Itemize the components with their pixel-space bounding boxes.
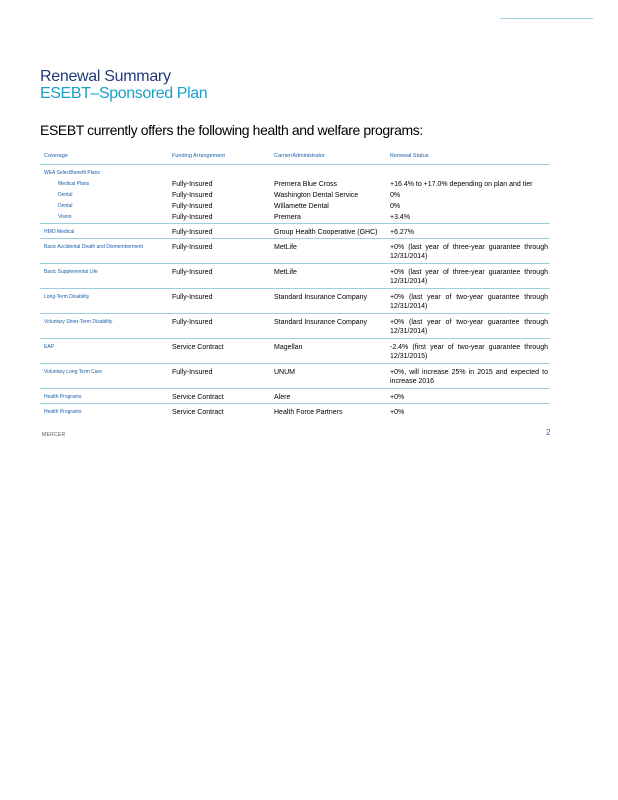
table-row-group: [40, 289, 550, 314]
renewal-cell: +0% (last year of two-year guarantee through 12/31/2014): [390, 319, 548, 335]
renewal-cell: 0%: [390, 192, 401, 199]
carrier-cell: Premera Blue Cross: [274, 181, 338, 188]
renewal-cell: 0%: [390, 203, 401, 210]
table-row-group: [40, 314, 550, 339]
coverage-cell: EAP: [44, 344, 55, 350]
coverage-cell: Medical Plans: [58, 181, 90, 187]
corner-accent-line: [500, 18, 593, 19]
column-header-renewal: Renewal Status: [390, 153, 429, 159]
carrier-cell: MetLife: [274, 244, 297, 251]
funding-cell: Fully-Insured: [172, 319, 213, 326]
carrier-cell: Willamette Dental: [274, 203, 329, 210]
renewal-cell: -2.4% (first year of two-year guarantee through 12/31/2015): [390, 344, 548, 360]
renewal-cell: +0% (last year of three-year guarantee through 12/31/2014): [390, 244, 548, 260]
table-row-group: [40, 389, 550, 404]
carrier-cell: MetLife: [274, 269, 297, 276]
table-row-group: [40, 364, 550, 389]
carrier-cell: Standard Insurance Company: [274, 294, 367, 301]
column-header-funding: Funding Arrangement: [172, 153, 225, 159]
funding-cell: Fully-Insured: [172, 244, 213, 251]
funding-cell: Fully-Insured: [172, 214, 213, 221]
carrier-cell: Magellan: [274, 344, 303, 351]
coverage-cell: Voluntary Long Term Care: [44, 369, 102, 375]
coverage-cell: Voluntary Short-Term Disability: [44, 319, 113, 325]
renewal-cell: +0%, will increase 25% in 2015 and expected to increase 2016: [390, 369, 548, 385]
table-row-group: [40, 264, 550, 289]
table-row-group: [40, 404, 550, 418]
coverage-cell: Dental: [58, 203, 73, 209]
coverage-cell: Health Programs: [44, 394, 82, 400]
renewal-cell: +0% (last year of two-year guarantee through 12/31/2014): [390, 294, 548, 310]
funding-cell: Fully-Insured: [172, 369, 213, 376]
carrier-cell: Group Health Cooperative (GHC): [274, 229, 378, 236]
table-row-group: [40, 339, 550, 364]
renewal-cell: +6.27%: [390, 229, 414, 236]
coverage-cell: Basic Supplemental Life: [44, 269, 98, 275]
column-header-carrier: Carrier/Administrator: [274, 153, 325, 159]
funding-cell: Service Contract: [172, 394, 224, 401]
renewal-cell: +0%: [390, 409, 405, 416]
funding-cell: Fully-Insured: [172, 192, 213, 199]
table-row-group: [40, 224, 550, 239]
renewal-cell: +3.4%: [390, 214, 411, 221]
coverage-cell: WEA SelectBenefit Plans: [44, 170, 100, 176]
carrier-cell: Premera: [274, 214, 301, 221]
intro-text: ESEBT currently offers the following health and welfare programs:: [40, 122, 423, 138]
coverage-cell: HMO Medical: [44, 229, 75, 235]
renewal-cell: +0% (last year of three-year guarantee through 12/31/2014): [390, 269, 548, 285]
coverage-cell: Basic Accidental Death and Dismemberment: [44, 244, 143, 250]
carrier-cell: UNUM: [274, 369, 295, 376]
table-row-group: [40, 239, 550, 264]
funding-cell: Service Contract: [172, 344, 224, 351]
funding-cell: Service Contract: [172, 409, 224, 416]
carrier-cell: Washington Dental Service: [274, 192, 359, 199]
renewal-cell: +0%: [390, 394, 405, 401]
page-number: 2: [546, 428, 551, 437]
funding-cell: Fully-Insured: [172, 203, 213, 210]
table-row-group: [40, 165, 550, 224]
funding-cell: Fully-Insured: [172, 269, 213, 276]
coverage-cell: Vision: [58, 214, 72, 220]
funding-cell: Fully-Insured: [172, 181, 213, 188]
coverage-cell: Health Programs: [44, 409, 82, 415]
coverage-cell: Long-Term Disability: [44, 294, 90, 300]
funding-cell: Fully-Insured: [172, 229, 213, 236]
renewal-table: [40, 150, 550, 418]
renewal-cell: +16.4% to +17.0% depending on plan and tier: [390, 181, 533, 188]
table-body: [40, 165, 550, 418]
page-subtitle: ESEBT–Sponsored Plan: [40, 85, 208, 102]
table-header: [40, 150, 550, 165]
carrier-cell: Standard Insurance Company: [274, 319, 367, 326]
carrier-cell: Health Force Partners: [274, 409, 343, 416]
funding-cell: Fully-Insured: [172, 294, 213, 301]
column-header-coverage: Coverage: [44, 153, 68, 159]
footer-brand: MERCER: [42, 432, 66, 438]
page-title: Renewal Summary: [40, 68, 171, 85]
coverage-cell: Dental: [58, 192, 73, 198]
carrier-cell: Alere: [274, 394, 291, 401]
